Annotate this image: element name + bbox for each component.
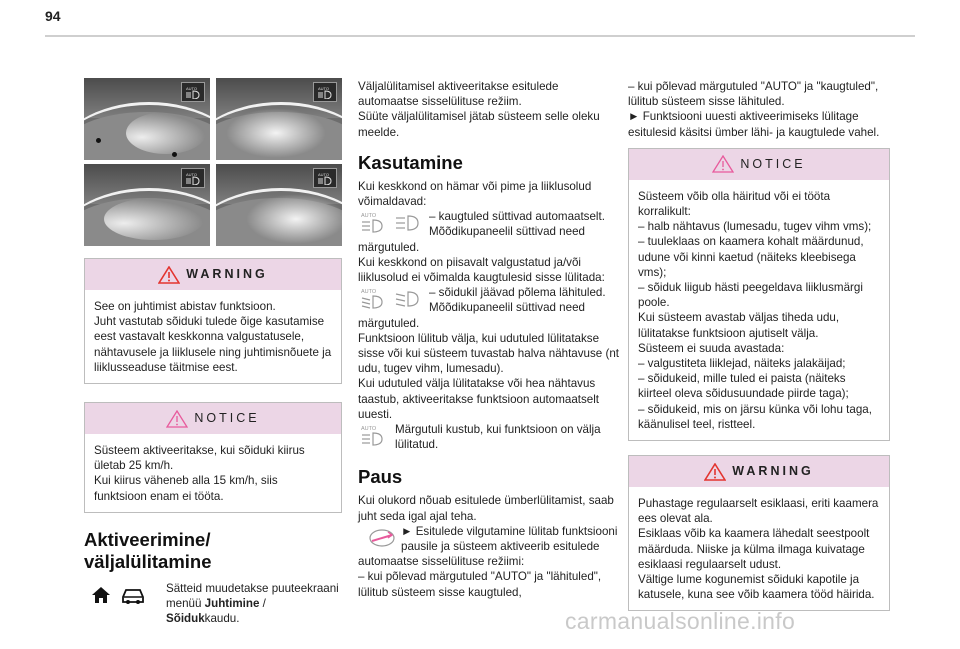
column-left bbox=[84, 78, 342, 626]
activation-instruction bbox=[84, 581, 342, 627]
notice-box bbox=[84, 402, 342, 513]
page-number: 94 bbox=[45, 8, 61, 24]
notice-triangle-icon bbox=[712, 155, 734, 173]
warning-box-2-header bbox=[629, 456, 889, 487]
notice-box-header bbox=[85, 403, 341, 434]
svg-text:AUTO: AUTO bbox=[361, 289, 377, 296]
menu-path-vehicle: Sõiduk bbox=[166, 612, 205, 626]
home-icon bbox=[90, 585, 112, 605]
activation-heading bbox=[84, 529, 342, 573]
illustration-panel-1 bbox=[84, 78, 210, 160]
warning-triangle-icon bbox=[704, 463, 726, 481]
svg-text:AUTO: AUTO bbox=[361, 426, 377, 433]
svg-text:AUTO: AUTO bbox=[186, 172, 198, 177]
usage-paragraph-1: Kui keskkond on hämar või pime ja liiklusolud võimaldavad: bbox=[358, 179, 592, 209]
intro-paragraph: Väljalülitamisel aktiveeritakse esitulede automaatse sisselülituse režiim. Süüte väljalülitamisel jätab süsteem selle oleku meelde. bbox=[358, 80, 600, 139]
pause-paragraph-1: Kui olukord nõuab esitulede ümberlülitamist, saab juht seda igal ajal teha. bbox=[358, 494, 614, 523]
vehicle-dot bbox=[172, 152, 177, 157]
warning-box bbox=[84, 258, 342, 384]
pause-item bbox=[358, 524, 621, 570]
usage-item-low-beam bbox=[358, 285, 621, 331]
activation-heading-line1: Aktiveerimine/ bbox=[84, 528, 211, 550]
menu-separator: / bbox=[259, 597, 266, 611]
menu-path-driving: Juhtimine bbox=[204, 597, 260, 611]
auto-high-beam-icon bbox=[358, 211, 388, 235]
notice-box-2-header bbox=[629, 149, 889, 180]
pause-heading: Paus bbox=[358, 466, 403, 488]
warning-text: See on juhtimist abistav funktsioon. Juht vastutab sõiduki tulede õige kasutamise eest vastavalt keskkonna valgustatusele, nähtavusele ja liiklusele ning juhtimisnõuete ja liiklusseaduse täitmise eest. bbox=[94, 300, 332, 374]
usage-paragraph-3: Funktsioon lülitub välja, kui udutuled lülitatakse sisse või kui süsteem tuvastab halva nähtavuse (nt udu, tugev vihm, lumesadu). Kui udutuled välja lülitatakse või hea nähtavus taastub, aktiveeritakse funktsioon automaatselt uuesti. bbox=[358, 331, 619, 421]
notice-box-2 bbox=[628, 148, 890, 441]
notice-triangle-icon bbox=[166, 410, 188, 428]
auto-headlamp-icon bbox=[313, 168, 337, 188]
activation-text bbox=[166, 581, 342, 627]
warning-title: WARNING bbox=[186, 266, 268, 281]
car-settings-icon bbox=[120, 585, 146, 605]
notice-2-text: Süsteem võib olla häiritud või ei tööta korralikult: – halb nähtavus (lumesadu, tugev vihm vms); – tuuleklaas on kaamera kohalt määrdunud, udune või kinni kaetud (näiteks kleebisega vms); – sõiduk liigub hästi peegeldava liiklusmärgi poole. Kui süsteem avastab väljas tiheda udu, lülitatakse funktsioon ajutiselt välja. Süsteem ei suuda avastada: – valgustiteta liiklejad, näiteks jalakäijad; – sõidukeid, mille tuled ei paista (näiteks kiirteel oleva sõidusuundade piirde taga); – sõidukeid, mis on järsu künka või lohu taga, käänulisel teel, ristteel. bbox=[638, 189, 872, 431]
high-beam-icon bbox=[392, 211, 422, 235]
svg-text:AUTO: AUTO bbox=[361, 213, 377, 220]
auto-headlamp-icon bbox=[181, 168, 205, 188]
usage-item-2-text: – sõidukil jäävad põlema lähituled. Mõõdikupaneelil süttivad need märgutuled. bbox=[358, 286, 606, 330]
illustration-panel-3 bbox=[84, 164, 210, 246]
activation-heading-line2: väljalülitamine bbox=[84, 550, 212, 572]
auto-headlamp-icon bbox=[313, 82, 337, 102]
warning-box-2 bbox=[628, 455, 890, 611]
warning-2-title: WARNING bbox=[732, 463, 814, 478]
low-beam-icon bbox=[392, 287, 422, 311]
warning-box-header bbox=[85, 259, 341, 290]
auto-low-beam-icon bbox=[358, 287, 388, 311]
usage-item-3-text: Märgutuli kustub, kui funktsioon on välja lülitatud. bbox=[395, 423, 601, 452]
col3-intro: – kui põlevad märgutuled "AUTO" ja "kaugtuled", lülitub süsteem sisse lähituled. ► Funktsiooni uuesti aktiveerimiseks lülitage esitulesid käsitsi ümber lähi- ja kaugtulede vahel. bbox=[628, 80, 880, 139]
warning-triangle-icon bbox=[158, 266, 180, 284]
activation-text-before: Sätteid muudetakse puuteekraani menüü bbox=[166, 581, 339, 611]
usage-heading: Kasutamine bbox=[358, 151, 463, 173]
illustration-panel-4 bbox=[216, 164, 342, 246]
column-right bbox=[628, 79, 890, 611]
usage-item-high-beam bbox=[358, 209, 621, 255]
auto-headlamp-indicator-icon bbox=[358, 424, 388, 448]
usage-item-1-text: – kaugtuled süttivad automaatselt. Mõõdikupaneelil süttivad need märgutuled. bbox=[358, 210, 605, 254]
vehicle-dot bbox=[96, 138, 101, 143]
usage-item-indicator-off bbox=[358, 422, 621, 452]
headlamp-flash-icon bbox=[366, 526, 396, 550]
headlamp-illustration bbox=[84, 78, 342, 246]
auto-headlamp-icon bbox=[181, 82, 205, 102]
activation-text-after: kaudu. bbox=[204, 612, 240, 626]
pause-paragraph-2: – kui põlevad märgutuled "AUTO" ja "lähituled", lülitub süsteem sisse kaugtuled, bbox=[358, 570, 602, 599]
header-divider bbox=[45, 35, 915, 37]
warning-2-text: Puhastage regulaarselt esiklaasi, eriti kaamera ees olevat ala. Esiklaas võib ka kaamera lähedalt seestpoolt määrduda. Niiske ja külma ilmaga kuivatage esiklaasi regulaarselt udust. Vältige lume kogunemist sõiduki kapotile ja katusele, kuna see võib kaamera tööd häirida. bbox=[638, 497, 879, 602]
usage-paragraph-2: Kui keskkond on piisavalt valgustatud ja/või liiklusolud ei võimalda kaugtulesid sisse lülitada: bbox=[358, 255, 605, 285]
column-middle bbox=[358, 79, 621, 600]
notice-title: NOTICE bbox=[194, 410, 260, 425]
illustration-panel-2 bbox=[216, 78, 342, 160]
svg-text:AUTO: AUTO bbox=[186, 86, 198, 91]
notice-text: Süsteem aktiveeritakse, kui sõiduki kiirus ületab 25 km/h. Kui kiirus väheneb alla 15 km/h, siis funktsioon enam ei tööta. bbox=[94, 444, 305, 503]
svg-text:AUTO: AUTO bbox=[318, 172, 330, 177]
watermark: carmanualsonline.info bbox=[565, 608, 796, 634]
svg-text:AUTO: AUTO bbox=[318, 86, 330, 91]
notice-2-title: NOTICE bbox=[740, 156, 806, 171]
pause-item-text: ► Esitulede vilgutamine lülitab funktsiooni pausile ja süsteem aktiveerib esitulede automaatse sisselülituse režiimi: bbox=[358, 524, 618, 569]
